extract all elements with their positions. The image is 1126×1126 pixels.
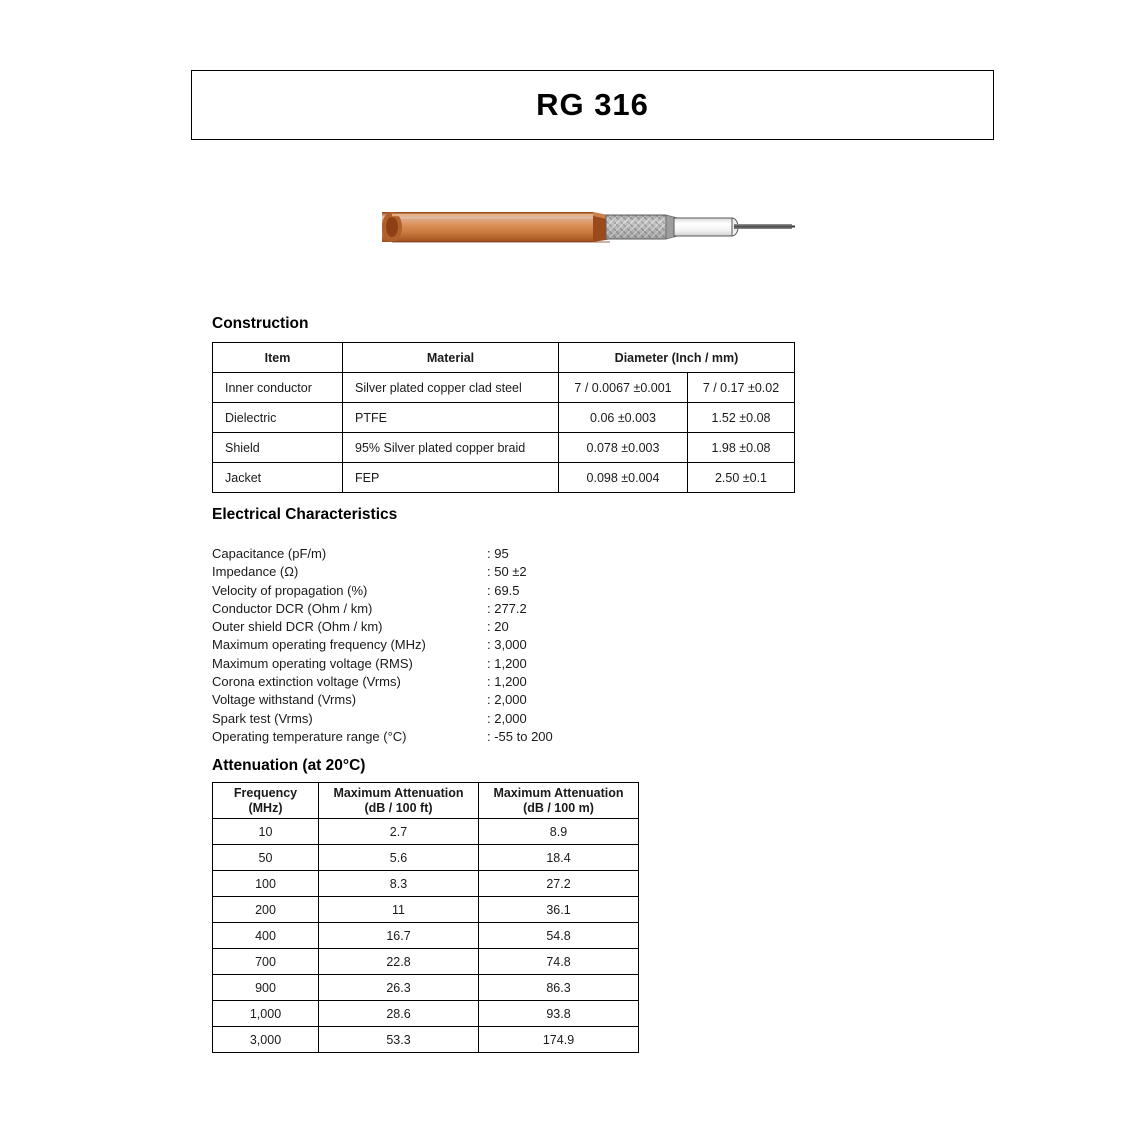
list-item — [212, 545, 553, 563]
cell-attenuation-m: 174.9 — [479, 1027, 639, 1053]
cell-frequency: 700 — [213, 949, 319, 975]
table-row — [213, 463, 795, 493]
spec-value: : 50 ±2 — [487, 564, 527, 580]
cell-attenuation-m: 86.3 — [479, 975, 639, 1001]
spec-value: : 1,200 — [487, 674, 527, 690]
cell-attenuation-m: 18.4 — [479, 845, 639, 871]
cell-frequency: 200 — [213, 897, 319, 923]
column-header-diameter: Diameter (Inch / mm) — [559, 343, 795, 373]
spec-value: : 2,000 — [487, 710, 527, 726]
cell-material: PTFE — [343, 403, 559, 433]
spec-value: : 2,000 — [487, 692, 527, 708]
column-header-attenuation-m — [479, 783, 639, 819]
spec-label: Maximum operating voltage (RMS) — [212, 655, 413, 671]
cell-frequency: 100 — [213, 871, 319, 897]
spec-value: : 277.2 — [487, 600, 527, 616]
list-item — [212, 582, 553, 600]
spec-label: Capacitance (pF/m) — [212, 546, 327, 561]
spec-value: : 69.5 — [487, 582, 520, 598]
list-item — [212, 728, 553, 746]
cell-attenuation-ft: 5.6 — [319, 845, 479, 871]
column-header-attenuation-m-line2: (dB / 100 m) — [523, 800, 594, 815]
cell-frequency: 50 — [213, 845, 319, 871]
column-header-attenuation-ft-line2: (dB / 100 ft) — [364, 800, 433, 815]
spec-label: Velocity of propagation (%) — [212, 582, 368, 598]
section-heading-electrical: Electrical Characteristics — [212, 506, 398, 523]
table-row — [213, 975, 639, 1001]
spec-label: Outer shield DCR (Ohm / km) — [212, 619, 383, 635]
column-header-frequency-line2: (MHz) — [248, 800, 283, 815]
cell-attenuation-m: 27.2 — [479, 871, 639, 897]
table-row — [213, 373, 795, 403]
list-item — [212, 563, 553, 581]
column-header-material: Material — [343, 343, 559, 373]
cell-item: Shield — [213, 433, 343, 463]
spec-value: : 95 — [487, 546, 509, 561]
attenuation-table — [212, 782, 639, 1053]
column-header-attenuation-ft — [319, 783, 479, 819]
cell-attenuation-m: 8.9 — [479, 819, 639, 845]
cell-diameter-mm: 7 / 0.17 ±0.02 — [688, 373, 795, 403]
spec-value: : -55 to 200 — [487, 728, 553, 744]
cell-attenuation-ft: 53.3 — [319, 1027, 479, 1053]
cell-diameter-mm: 1.52 ±0.08 — [688, 403, 795, 433]
list-item — [212, 655, 553, 673]
column-header-item: Item — [213, 343, 343, 373]
list-item — [212, 673, 553, 691]
spec-label: Maximum operating frequency (MHz) — [212, 637, 426, 653]
list-item — [212, 600, 553, 618]
spec-label: Spark test (Vrms) — [212, 710, 313, 726]
spec-label: Conductor DCR (Ohm / km) — [212, 600, 373, 616]
cell-frequency: 400 — [213, 923, 319, 949]
cell-diameter-inch: 0.098 ±0.004 — [559, 463, 688, 493]
cell-attenuation-ft: 26.3 — [319, 975, 479, 1001]
spec-label: Impedance (Ω) — [212, 564, 299, 580]
table-row — [213, 923, 639, 949]
spec-label: Corona extinction voltage (Vrms) — [212, 674, 401, 690]
column-header-frequency — [213, 783, 319, 819]
table-row — [213, 433, 795, 463]
cell-diameter-mm: 1.98 ±0.08 — [688, 433, 795, 463]
spec-value: : 20 — [487, 619, 509, 635]
cell-material: Silver plated copper clad steel — [343, 373, 559, 403]
cell-material: 95% Silver plated copper braid — [343, 433, 559, 463]
cell-attenuation-ft: 16.7 — [319, 923, 479, 949]
list-item — [212, 691, 553, 709]
cell-attenuation-m: 93.8 — [479, 1001, 639, 1027]
spec-value: : 1,200 — [487, 655, 527, 671]
column-header-frequency-line1: Frequency — [233, 786, 298, 801]
cell-attenuation-ft: 8.3 — [319, 871, 479, 897]
cell-frequency: 900 — [213, 975, 319, 1001]
table-row — [213, 897, 639, 923]
column-header-attenuation-m-line1: Maximum Attenuation — [493, 786, 624, 801]
table-row — [213, 845, 639, 871]
table-row — [213, 1027, 639, 1053]
cell-attenuation-m: 74.8 — [479, 949, 639, 975]
list-item — [212, 710, 553, 728]
cell-item: Jacket — [213, 463, 343, 493]
table-row — [213, 1001, 639, 1027]
construction-table — [212, 342, 795, 493]
cell-diameter-inch: 0.078 ±0.003 — [559, 433, 688, 463]
cable-illustration — [378, 196, 798, 258]
cell-diameter-inch: 7 / 0.0067 ±0.001 — [559, 373, 688, 403]
electrical-characteristics-list — [212, 545, 553, 746]
spec-label: Operating temperature range (°C) — [212, 728, 407, 744]
cell-item: Inner conductor — [213, 373, 343, 403]
table-row — [213, 949, 639, 975]
table-row — [213, 819, 639, 845]
cell-frequency: 10 — [213, 819, 319, 845]
spec-value: : 3,000 — [487, 637, 527, 653]
spec-label: Voltage withstand (Vrms) — [212, 692, 357, 708]
list-item — [212, 636, 553, 654]
cell-attenuation-m: 54.8 — [479, 923, 639, 949]
cell-material: FEP — [343, 463, 559, 493]
section-heading-construction: Construction — [212, 315, 309, 332]
section-heading-attenuation: Attenuation (at 20°C) — [212, 757, 366, 774]
table-row — [213, 403, 795, 433]
cell-attenuation-ft: 11 — [319, 897, 479, 923]
cell-item: Dielectric — [213, 403, 343, 433]
cell-frequency: 1,000 — [213, 1001, 319, 1027]
table-header-row — [213, 783, 639, 819]
product-title-box — [191, 70, 994, 140]
cell-attenuation-ft: 2.7 — [319, 819, 479, 845]
cell-diameter-mm: 2.50 ±0.1 — [688, 463, 795, 493]
cell-diameter-inch: 0.06 ±0.003 — [559, 403, 688, 433]
table-header-row — [213, 343, 795, 373]
page-title: RG 316 — [536, 87, 649, 122]
cell-attenuation-ft: 28.6 — [319, 1001, 479, 1027]
cell-attenuation-ft: 22.8 — [319, 949, 479, 975]
cell-attenuation-m: 36.1 — [479, 897, 639, 923]
cell-frequency: 3,000 — [213, 1027, 319, 1053]
list-item — [212, 618, 553, 636]
table-row — [213, 871, 639, 897]
column-header-attenuation-ft-line1: Maximum Attenuation — [333, 786, 464, 801]
